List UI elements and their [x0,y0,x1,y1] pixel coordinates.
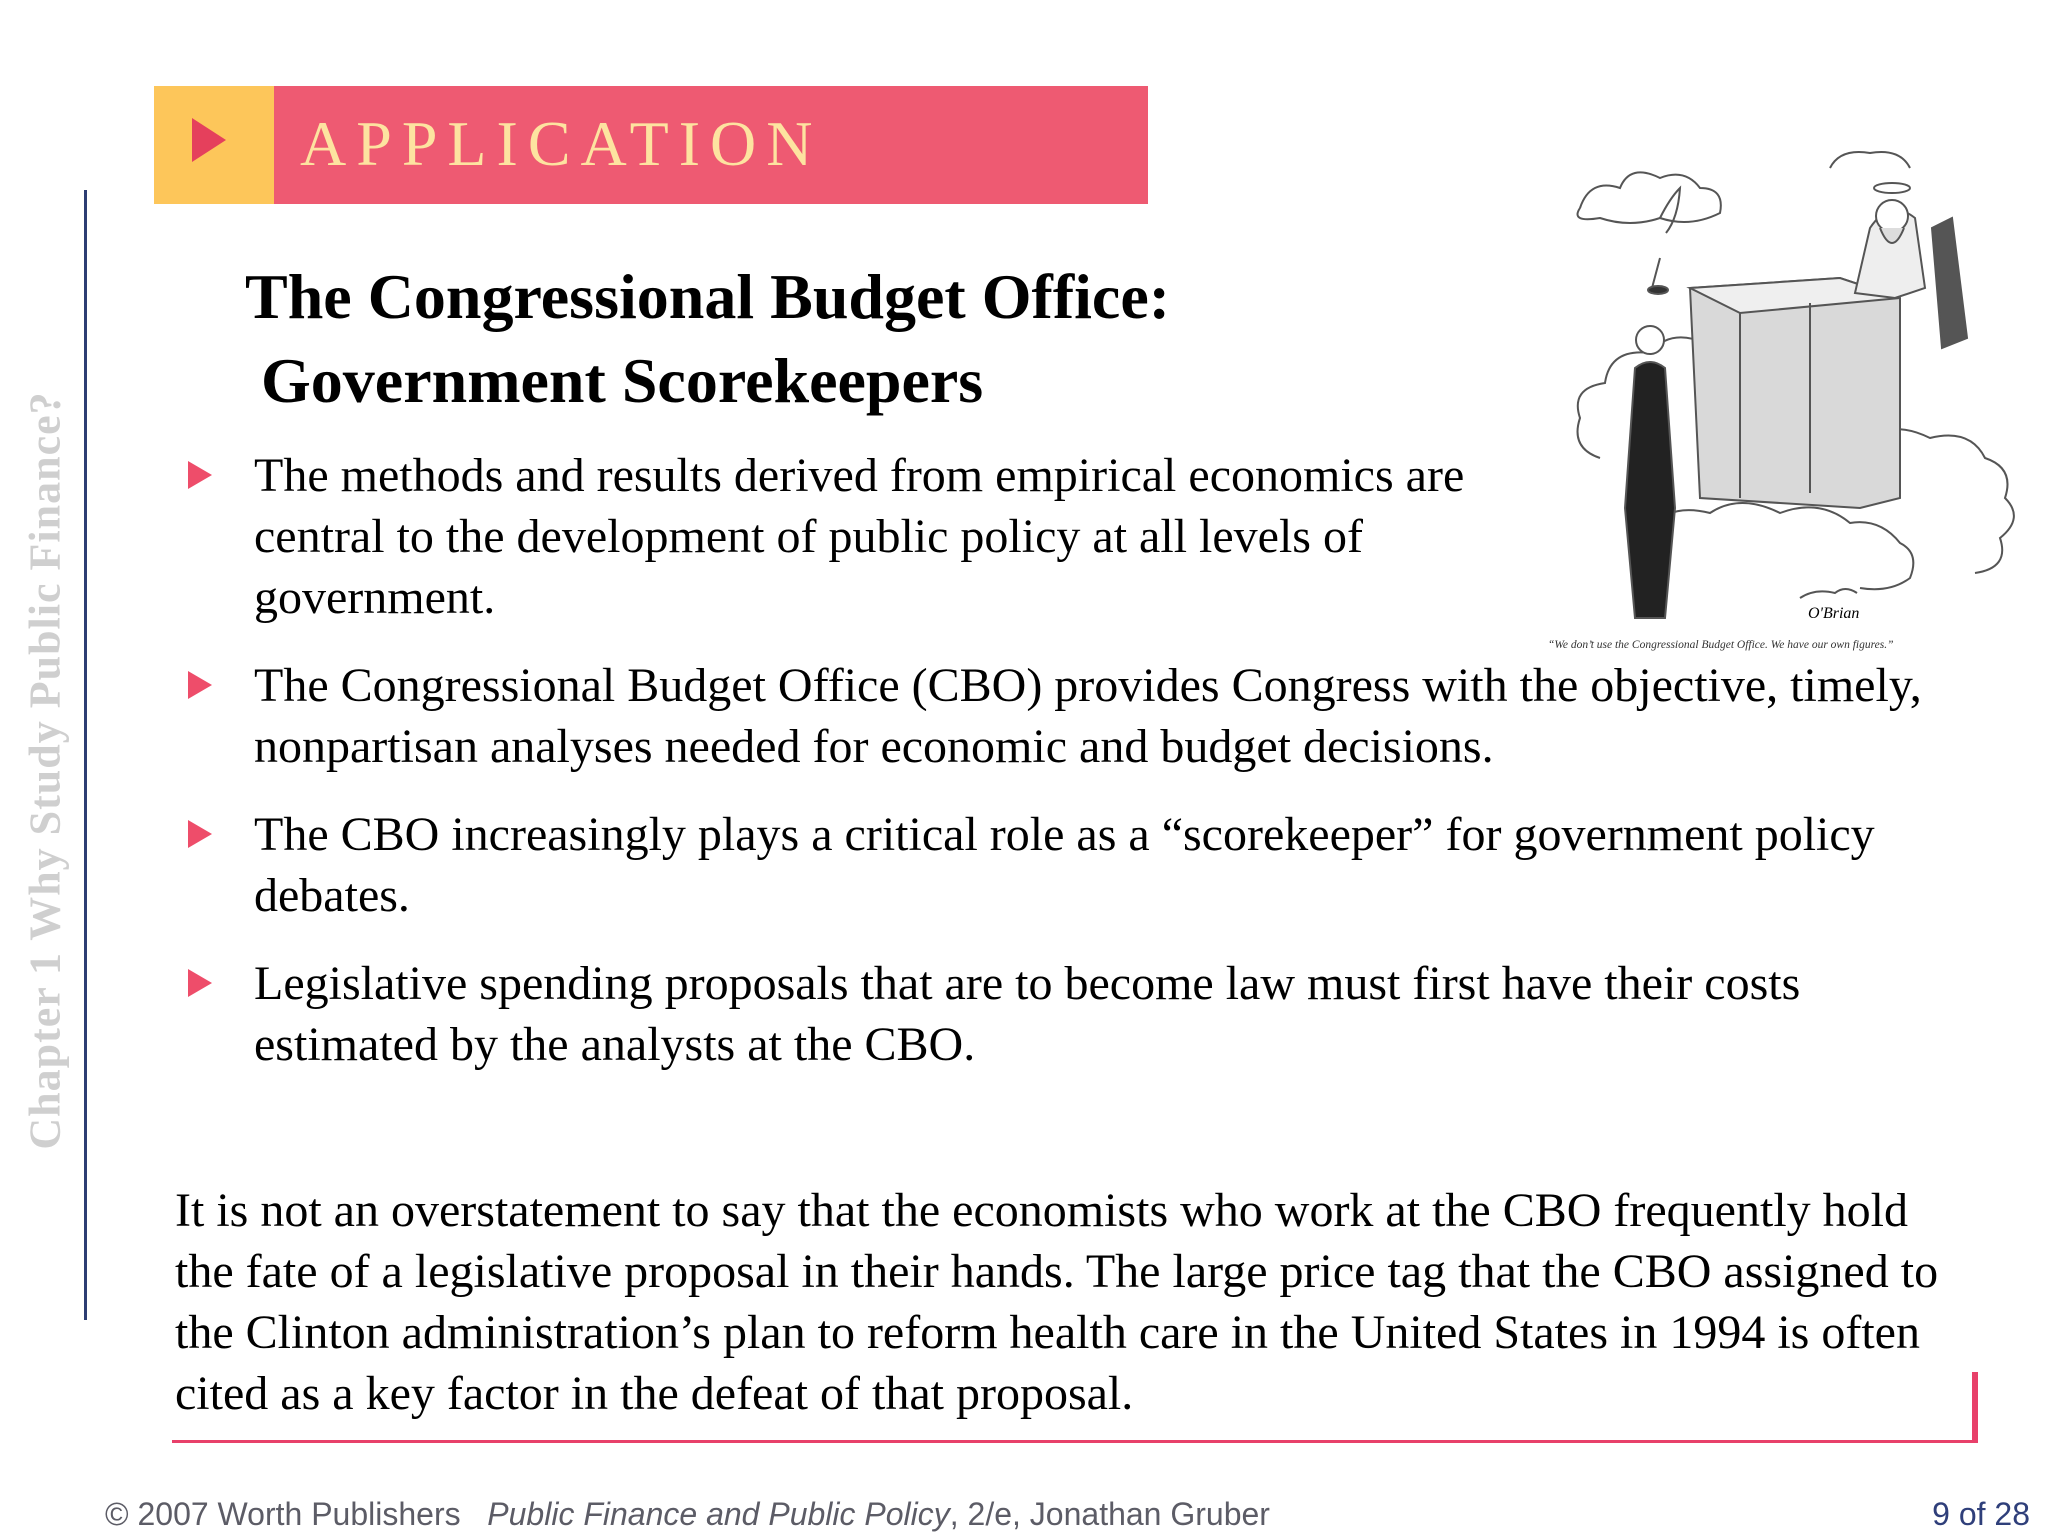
application-banner [154,86,1148,204]
cartoon-caption: “We don’t use the Congressional Budget Office. We have our own figures.” [1548,639,1894,651]
bullet-text: The CBO increasingly plays a critical role as a “scorekeeper” for government policy debates. [254,808,1875,922]
title-line-2: Government Scorekeepers [261,345,984,416]
bullet-item [184,655,1934,777]
banner-tab [154,86,274,204]
cloud-top-left [1578,172,1721,223]
bullet-triangle-icon [188,461,212,489]
closing-box-corner [1972,1372,1978,1443]
bullet-triangle-icon [188,671,212,699]
bullet-triangle-icon [188,820,212,848]
chapter-side-label [0,340,90,1200]
slide-title [245,255,1295,423]
bullet-item [184,804,1934,926]
chapter-label-text: Chapter 1 Why Study Public Finance? [20,390,70,1150]
bullet-list [184,445,1934,1075]
man-head [1636,326,1664,354]
bullet-item [184,445,1574,628]
closing-box-border [172,1440,1978,1443]
chair [1932,218,1967,348]
bullet-text: The methods and results derived from empirical economics are central to the development of public policy at all levels of government. [254,449,1465,624]
closing-paragraph: It is not an overstatement to say that the economists who work at the CBO frequently hold the fate of a legislative proposal in their hands. The large price tag that the CBO assigned to the Clinton administration’s plan to reform health care in the United States in 1994 is often cited as a key factor in the defeat of that proposal. [175,1184,1939,1420]
footer [105,1494,2030,1534]
title-line-1: The Congressional Budget Office: [245,261,1171,332]
play-triangle-icon [192,118,226,162]
side-divider [84,190,87,1320]
banner-label: APPLICATION [300,108,823,179]
cartoon-signature: O'Brian [1808,605,1860,622]
cloud-top-right [1830,152,1910,168]
page-number: 9 of 28 [1932,1496,2030,1532]
footer-copyright: © 2007 Worth Publishers [105,1496,461,1532]
bullet-text: The Congressional Budget Office (CBO) provides Congress with the objective, timely, nonpartisan analyses needed for economic and budget decisions. [254,659,1922,773]
footer-edition: , 2/e, Jonathan Gruber [949,1496,1270,1532]
halo [1874,183,1910,193]
bullet-text: Legislative spending proposals that are to become law must first have their costs estimated by the analysts at the CBO. [254,957,1801,1071]
bullet-item [184,953,1934,1075]
quill [1660,188,1680,233]
bullet-triangle-icon [188,969,212,997]
footer-book-title: Public Finance and Public Policy [487,1496,950,1532]
footer-credit [105,1494,1270,1534]
